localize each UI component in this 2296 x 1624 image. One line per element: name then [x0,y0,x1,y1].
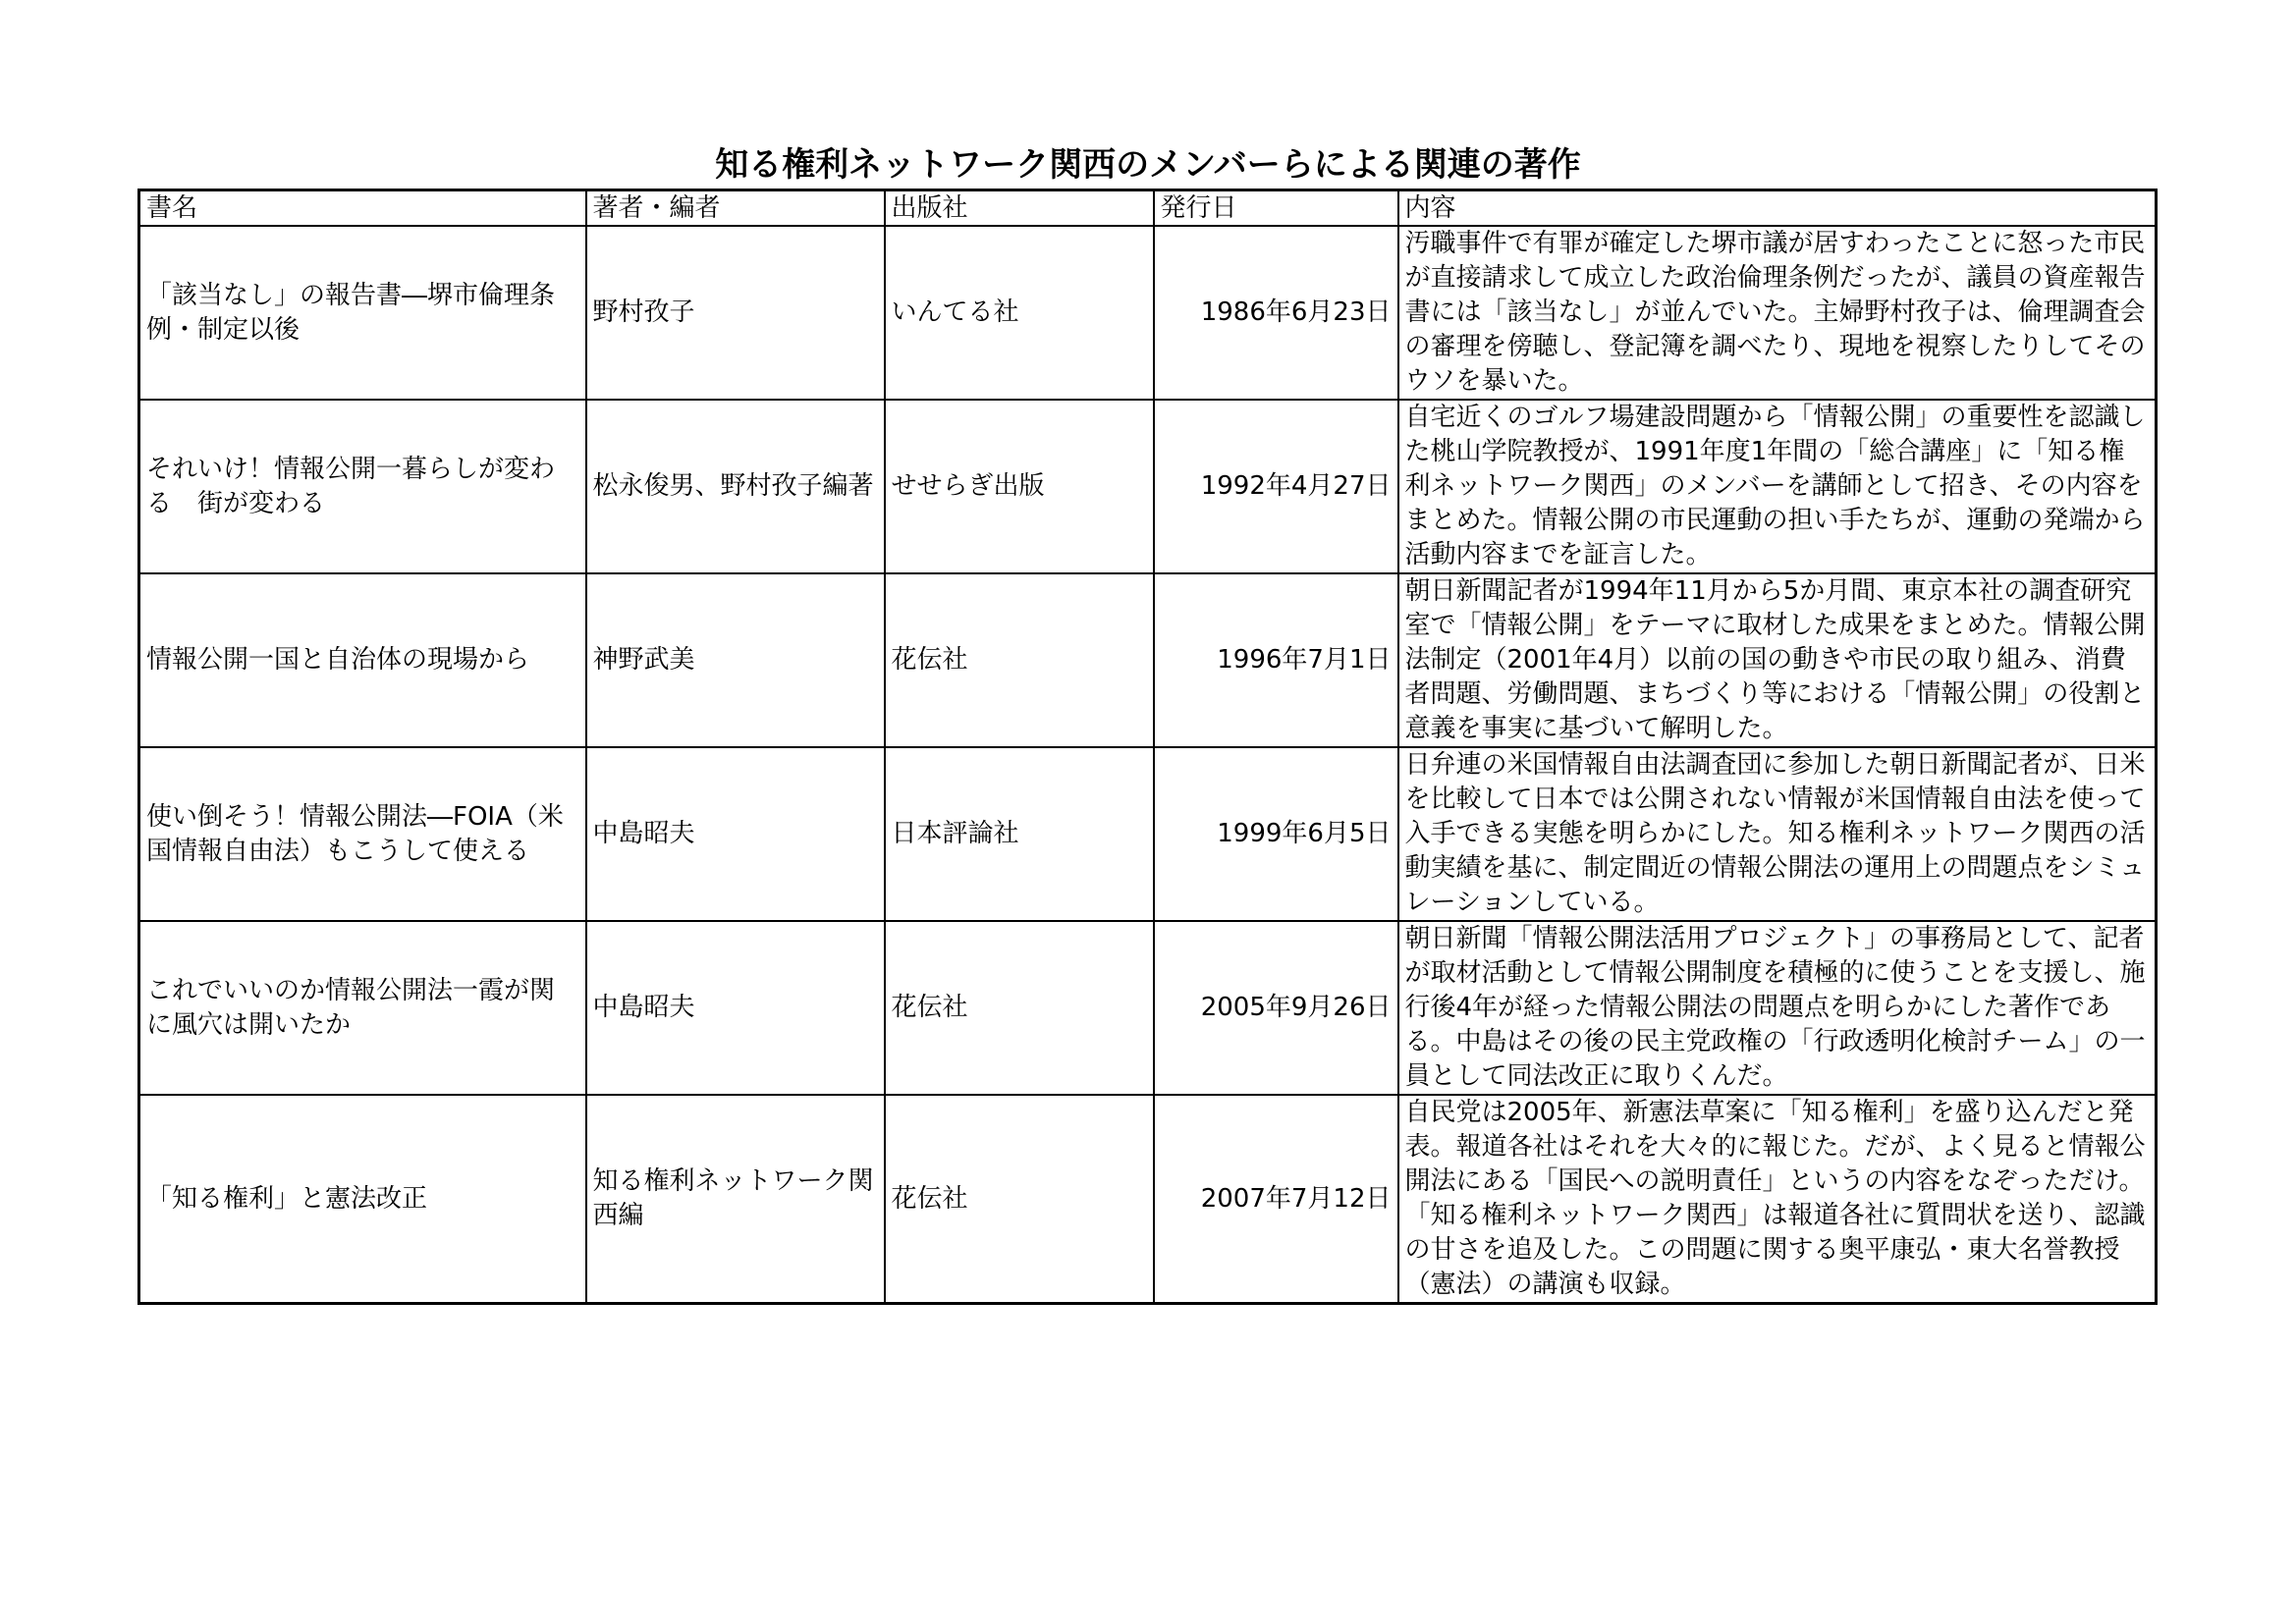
header-date: 発行日 [1154,190,1398,227]
cell-description: 朝日新聞「情報公開法活用プロジェクト」の事務局として、記者が取材活動として情報公開制度を積極的に使うことを支援し、施行後4年が経った情報公開法の問題点を明らかにした著作である。中島はその後の民主党政権の「行政透明化検討チーム」の一員として同法改正に取りくんだ。 [1398,921,2157,1095]
cell-description: 日弁連の米国情報自由法調査団に参加した朝日新聞記者が、日米を比較して日本では公開されない情報が米国情報自由法を使って入手できる実態を明らかにした。知る権利ネットワーク関西の活動実績を基に、制定間近の情報公開法の運用上の問題点をシミュレーションしている。 [1398,747,2157,921]
table-row [139,573,2157,747]
cell-title: 情報公開一国と自治体の現場から [139,573,586,747]
header-author: 著者・編者 [586,190,885,227]
cell-title: 「該当なし」の報告書―堺市倫理条例・制定以後 [139,226,586,400]
cell-publisher: 花伝社 [885,921,1154,1095]
cell-publisher: 花伝社 [885,1095,1154,1304]
cell-title: これでいいのか情報公開法一霞が関に風穴は開いたか [139,921,586,1095]
cell-author: 知る権利ネットワーク関西編 [586,1095,885,1304]
cell-title: それいけ！情報公開一暮らしが変わる 街が変わる [139,400,586,573]
cell-author: 松永俊男、野村孜子編著 [586,400,885,573]
cell-description: 自民党は2005年、新憲法草案に「知る権利」を盛り込んだと発表。報道各社はそれを大々的に報じた。だが、よく見ると情報公開法にある「国民への説明責任」というの内容をなぞっただけ。「知る権利ネットワーク関西」は報道各社に質問状を送り、認識の甘さを追及した。この問題に関する奥平康弘・東大名誉教授（憲法）の講演も収録。 [1398,1095,2157,1304]
cell-date: 1992年4月27日 [1154,400,1398,573]
header-description: 内容 [1398,190,2157,227]
cell-author: 中島昭夫 [586,921,885,1095]
cell-title: 「知る権利」と憲法改正 [139,1095,586,1304]
cell-title: 使い倒そう！情報公開法―FOIA（米国情報自由法）もこうして使える [139,747,586,921]
cell-date: 2005年9月26日 [1154,921,1398,1095]
table-row [139,921,2157,1095]
page-title: 知る権利ネットワーク関西のメンバーらによる関連の著作 [715,145,1581,185]
table-row [139,226,2157,400]
publications-table [137,189,2158,1305]
cell-author: 中島昭夫 [586,747,885,921]
cell-date: 1999年6月5日 [1154,747,1398,921]
cell-description: 汚職事件で有罪が確定した堺市議が居すわったことに怒った市民が直接請求して成立した政治倫理条例だったが、議員の資産報告書には「該当なし」が並んでいた。主婦野村孜子は、倫理調査会の審理を傍聴し、登記簿を調べたり、現地を視察したりしてそのウソを暴いた。 [1398,226,2157,400]
cell-description: 朝日新聞記者が1994年11月から5か月間、東京本社の調査研究室で「情報公開」をテーマに取材した成果をまとめた。情報公開法制定（2001年4月）以前の国の動きや市民の取り組み、消費者問題、労働問題、まちづくり等における「情報公開」の役割と意義を事実に基づいて解明した。 [1398,573,2157,747]
cell-date: 1986年6月23日 [1154,226,1398,400]
cell-publisher: 日本評論社 [885,747,1154,921]
cell-author: 神野武美 [586,573,885,747]
cell-publisher: せせらぎ出版 [885,400,1154,573]
cell-date: 1996年7月1日 [1154,573,1398,747]
table-header-row [139,190,2157,227]
table-row [139,1095,2157,1304]
cell-publisher: いんてる社 [885,226,1154,400]
cell-description: 自宅近くのゴルフ場建設問題から「情報公開」の重要性を認識した桃山学院教授が、1991年度1年間の「総合講座」に「知る権利ネットワーク関西」のメンバーを講師として招き、その内容をまとめた。情報公開の市民運動の担い手たちが、運動の発端から活動内容までを証言した。 [1398,400,2157,573]
cell-publisher: 花伝社 [885,573,1154,747]
cell-date: 2007年7月12日 [1154,1095,1398,1304]
header-title: 書名 [139,190,586,227]
table-row [139,747,2157,921]
table-row [139,400,2157,573]
header-publisher: 出版社 [885,190,1154,227]
cell-author: 野村孜子 [586,226,885,400]
